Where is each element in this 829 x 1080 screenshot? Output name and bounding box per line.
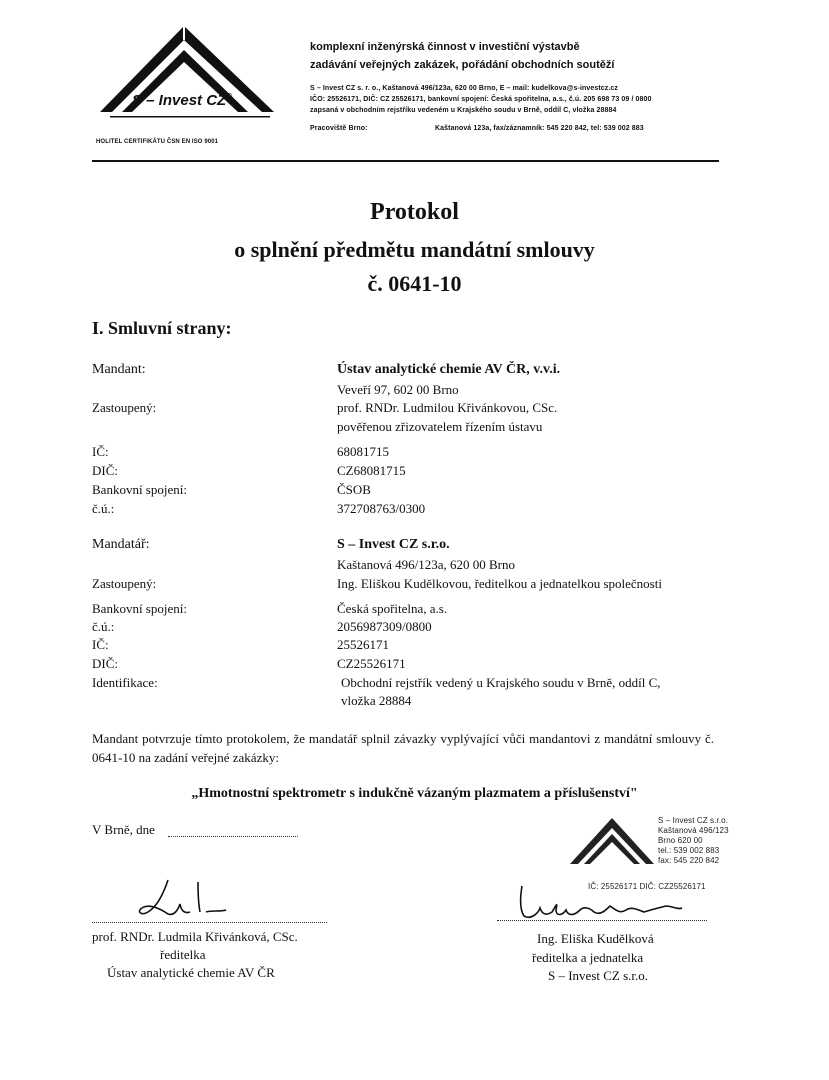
mandant-represented-label: Zastoupený: bbox=[92, 400, 157, 415]
section-heading: I. Smluvní strany: bbox=[92, 318, 232, 338]
mandatar-account-label: č.ú.: bbox=[92, 619, 115, 634]
contract-subject: „Hmotnostní spektrometr s indukčně vázaným plazmatem a příslušenství" bbox=[191, 786, 638, 801]
mandatar-bank-label: Bankovní spojení: bbox=[92, 601, 187, 616]
place-date-label: V Brně, dne bbox=[92, 822, 155, 837]
mandant-dic-value: CZ68081715 bbox=[337, 463, 406, 478]
left-signatory-org: Ústav analytické chemie AV ČR bbox=[107, 965, 275, 980]
stamp-line4: tel.: 539 002 883 bbox=[658, 846, 720, 855]
left-signature-line bbox=[92, 922, 327, 923]
mandatar-bank-value: Česká spořitelna, a.s. bbox=[337, 601, 448, 616]
left-signature bbox=[128, 872, 248, 922]
mandatar-ic-value: 25526171 bbox=[337, 637, 389, 652]
header-info2: IČO: 25526171, DIČ: CZ 25526171, bankovní spojení: Česká spořitelna, a.s., č.ú. 205 698 73 09 / 0800 bbox=[310, 96, 652, 103]
header-info1: S – Invest CZ s. r. o., Kaštanová 496/123a, 620 00 Brno, E – mail: kudelkova@s-investcz.cz bbox=[310, 85, 619, 92]
logo-registered: ® bbox=[226, 92, 233, 101]
office-label: Pracoviště Brno: bbox=[310, 125, 368, 132]
header-line1: komplexní inženýrská činnost v investiční výstavbě bbox=[310, 41, 580, 53]
mandant-represented-value: prof. RNDr. Ludmilou Křivánkovou, CSc. bbox=[337, 400, 558, 415]
document-subtitle: o splnění předmětu mandátní smlouvy bbox=[234, 237, 595, 262]
mandatar-account-value: 2056987309/0800 bbox=[337, 619, 432, 634]
mandant-ic-value: 68081715 bbox=[337, 444, 389, 459]
right-signatory-org: S – Invest CZ s.r.o. bbox=[548, 968, 649, 983]
mandatar-represented-value: Ing. Eliškou Kudělkovou, ředitelkou a jednatelkou společnosti bbox=[337, 576, 662, 591]
header-info3: zapsaná v obchodním rejstříku vedeném u Krajského soudu v Brně, oddíl C, vložka 28884 bbox=[310, 107, 617, 114]
mandant-address: Veveří 97, 602 00 Brno bbox=[337, 382, 459, 397]
office-value: Kaštanová 123a, fax/záznamník: 545 220 842, tel: 539 002 883 bbox=[435, 125, 644, 132]
mandatar-name: S – Invest CZ s.r.o. bbox=[337, 537, 450, 552]
right-signatory-role: ředitelka a jednatelka bbox=[532, 950, 644, 965]
mandant-bank-value: ČSOB bbox=[337, 482, 371, 497]
mandatar-dic-value: CZ25526171 bbox=[337, 656, 406, 671]
company-logo bbox=[92, 20, 292, 150]
mandatar-represented-label: Zastoupený: bbox=[92, 576, 157, 591]
right-signature-line bbox=[497, 920, 707, 921]
confirmation-paragraph: Mandant potvrzuje tímto protokolem, že mandatář splnil závazky vyplývající vůči mandantovi z mandátní smlouvy č. 0641-10 na zadání veřejné zakázky: bbox=[92, 731, 714, 765]
date-blank-line bbox=[168, 836, 298, 837]
stamp-line3: Brno 620 00 bbox=[658, 836, 703, 845]
mandant-ic-label: IČ: bbox=[92, 444, 109, 459]
right-signature bbox=[510, 880, 690, 925]
mandatar-ident-value1: Obchodní rejstřík vedený u Krajského soudu v Brně, oddíl C, bbox=[341, 675, 661, 690]
mandant-name: Ústav analytické chemie AV ČR, v.v.i. bbox=[337, 362, 561, 377]
mandatar-ident-label: Identifikace: bbox=[92, 675, 158, 690]
logo-text: S – Invest CZ bbox=[132, 92, 227, 109]
mandatar-address: Kaštanová 496/123a, 620 00 Brno bbox=[337, 557, 516, 572]
left-signatory-role: ředitelka bbox=[160, 947, 206, 962]
right-signatory-name: Ing. Eliška Kudělková bbox=[537, 931, 654, 946]
mandant-label: Mandant: bbox=[92, 362, 146, 377]
mandant-account-label: č.ú.: bbox=[92, 501, 115, 516]
mandant-dic-label: DIČ: bbox=[92, 463, 118, 478]
logo-caption: HOLITEL CERTIFIKÁTU ČSN EN ISO 9001 bbox=[96, 139, 219, 145]
header-divider bbox=[92, 160, 719, 162]
document-title: Protokol bbox=[370, 199, 459, 225]
mandatar-ic-label: IČ: bbox=[92, 637, 109, 652]
mandatar-label: Mandatář: bbox=[92, 537, 150, 552]
header-line2: zadávání veřejných zakázek, pořádání obchodních soutěží bbox=[310, 59, 615, 71]
mandatar-dic-label: DIČ: bbox=[92, 656, 118, 671]
mandant-bank-label: Bankovní spojení: bbox=[92, 482, 187, 497]
contract-number: č. 0641-10 bbox=[367, 271, 462, 296]
mandatar-ident-value2: vložka 28884 bbox=[341, 693, 412, 708]
stamp-line2: Kaštanová 496/123 bbox=[658, 826, 729, 835]
stamp-line5: fax: 545 220 842 bbox=[658, 856, 720, 865]
stamp-line6: IČ: 25526171 DIČ: CZ25526171 bbox=[588, 882, 706, 891]
left-signatory-name: prof. RNDr. Ludmila Křivánková, CSc. bbox=[92, 929, 298, 944]
mandant-represented-note: pověřenou zřizovatelem řízením ústavu bbox=[337, 419, 543, 434]
stamp-line1: S – Invest CZ s.r.o. bbox=[658, 816, 729, 825]
mandant-account-value: 372708763/0300 bbox=[337, 501, 426, 516]
